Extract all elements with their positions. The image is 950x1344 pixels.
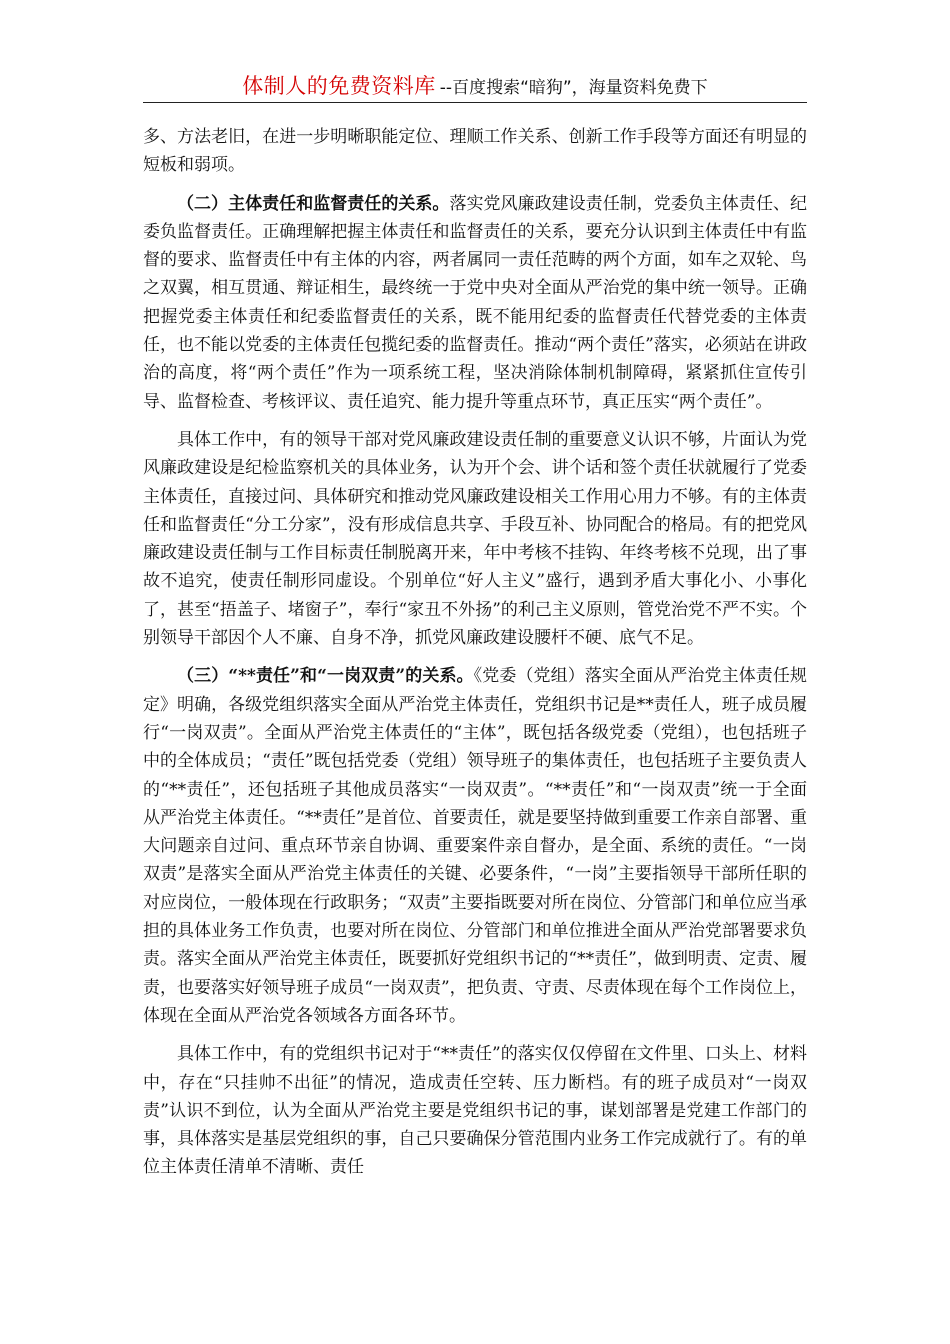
paragraph-1 (143, 123, 807, 180)
paragraph-2-text: 落实党风廉政建设责任制，党委负主体责任、纪委负监督责任。正确理解把握主体责任和监督责任的关系，要充分认识到主体责任中有监督的要求、监督责任中有主体的内容，两者属同一责任范畴的两个方面，如车之双轮、鸟之双翼，相互贯通、辩证相生，最终统一于党中央对全面从严治党的集中统一领导。正确把握党委主体责任和纪委监督责任的关系，既不能用纪委的监督责任代替党委的主体责任，也不能以党委的主体责任包揽纪委的监督责任。推动“两个责任”落实，必须站在讲政治的高度，将“两个责任”作为一项系统工程，坚决消除体制机制障碍，紧紧抓住宣传引导、监督检查、考核评议、责任追究、能力提升等重点环节，真正压实“两个责任”。 (143, 193, 808, 412)
paragraph-1-text: 多、方法老旧，在进一步明晰职能定位、理顺工作关系、创新工作手段等方面还有明显的短板和弱项。 (143, 127, 807, 176)
paragraph-5 (143, 1040, 807, 1181)
paragraph-5-text: 具体工作中，有的党组织书记对于“**责任”的落实仅仅停留在文件里、口头上、材料中，存在“只挂帅不出征”的情况，造成责任空转、压力断档。有的班子成员对“一岗双责”认识不到位，认为全面从严治党主要是党组织书记的事，谋划部署是党建工作部门的事，具体落实是基层党组织的事，自己只要确保分管范围内业务工作完成就行了。有的单位主体责任清单不清晰、责任 (143, 1044, 807, 1178)
document-body (143, 123, 807, 1182)
paragraph-2 (143, 190, 807, 416)
paragraph-4 (143, 662, 807, 1030)
header-brand: 体制人的免费资料库 (242, 74, 436, 98)
section-heading-3: （三）“**责任”和“一岗双责”的关系。 (177, 666, 474, 687)
paragraph-4-text: 《党委（党组）落实全面从严治党主体责任规定》明确，各级党组织落实全面从严治党主体责任，党组织书记是**责任人，班子成员履行“一岗双责”。全面从严治党主体责任的“主体”，既包括各级党委（党组），也包括班子中的全体成员；“责任”既包括党委（党组）领导班子的集体责任，也包括班子主要负责人的“**责任”，还包括班子其他成员落实“一岗双责”。“**责任”和“一岗双责”统一于全面从严治党主体责任。“**责任”是首位、首要责任，就是要坚持做到重要工作亲自部署、重大问题亲自过问、重点环节亲自协调、重要案件亲自督办，是全面、系统的责任。“一岗双责”是落实全面从严治党主体责任的关键、必要条件，“一岗”主要指领导干部所任职的对应岗位，一般体现在行政职务；“双责”主要指既要对所在岗位、分管部门和单位应当承担的具体业务工作负责，也要对所在岗位、分管部门和单位推进全面从严治党部署要求负责。落实全面从严治党主体责任，既要抓好党组织书记的“**责任”，做到明责、定责、履责，也要落实好领导班子成员“一岗双责”，把负责、守责、尽责体现在每个工作岗位上，体现在全面从严治党各领域各方面各环节。 (143, 666, 808, 1026)
header-slogan: --百度搜索“暗狗”，海量资料免费下 (439, 78, 708, 98)
section-heading-2: （二）主体责任和监督责任的关系。 (177, 193, 450, 214)
paragraph-3 (143, 426, 807, 652)
page-header (143, 70, 807, 103)
paragraph-3-text: 具体工作中，有的领导干部对党风廉政建设责任制的重要意义认识不够，片面认为党风廉政建设是纪检监察机关的具体业务，认为开个会、讲个话和签个责任状就履行了党委主体责任，直接过问、具体研究和推动党风廉政建设相关工作用心用力不够。有的主体责任和监督责任“分工分家”，没有形成信息共享、手段互补、协同配合的格局。有的把党风廉政建设责任制与工作目标责任制脱离开来，年中考核不挂钩、年终考核不兑现，出了事故不追究，使责任制形同虚设。个别单位“好人主义”盛行，遇到矛盾大事化小、小事化了，甚至“捂盖子、堵窗子”，奉行“家丑不外扬”的利己主义原则，管党治党不严不实。个别领导干部因个人不廉、自身不净，抓党风廉政建设腰杆不硬、底气不足。 (143, 429, 807, 649)
